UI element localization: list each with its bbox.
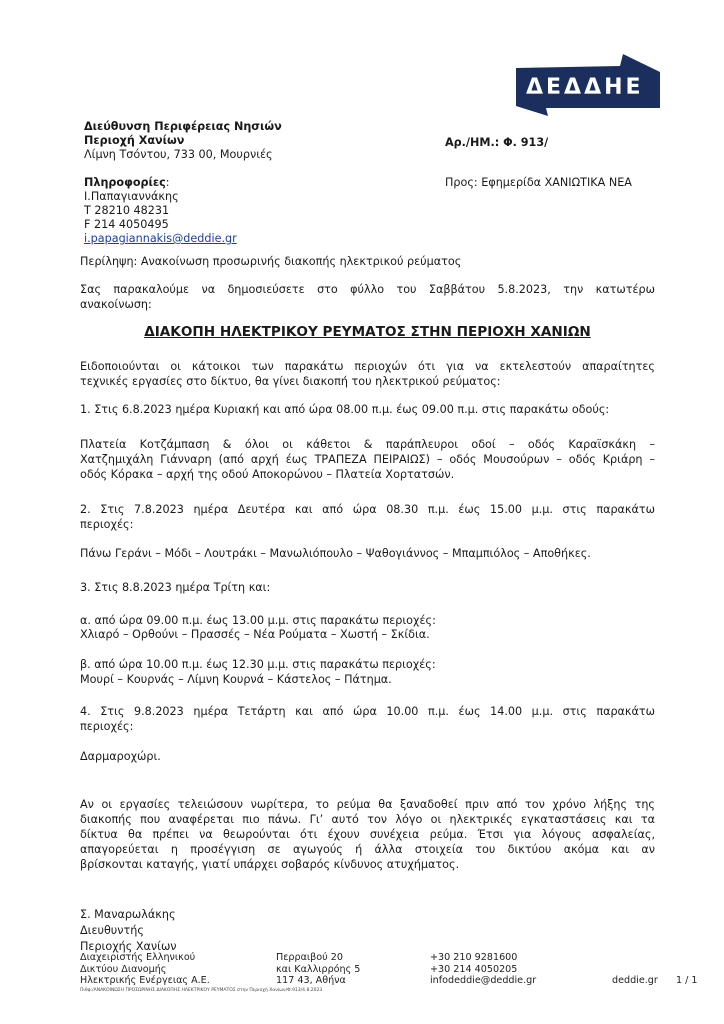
footer-company	[80, 952, 210, 987]
footer-company-line: Δικτύου Διανομής	[80, 963, 167, 975]
footer-company-line: Διαχειριστής Ελληνικού	[80, 952, 196, 963]
logo-text: ΔΕΔΔΗΕ	[526, 75, 644, 100]
item-4-heading-line-2: περιοχές:	[80, 720, 134, 733]
item-3a-areas: Χλιαρό – Ορθούνι – Πρασσές – Νέα Ρούματα – Χωστή – Σκίδια.	[80, 628, 430, 641]
contact-fax: F 214 4050495	[84, 218, 169, 231]
recipient: Προς: Εφημερίδα ΧΑΝΙΩΤΙΚΑ ΝΕΑ	[445, 176, 632, 189]
footer-contacts	[430, 952, 536, 987]
sender-address: Λίμνη Τσόντου, 733 00, Μουρνιές	[84, 148, 273, 161]
contact-label	[84, 175, 170, 190]
item-3b-heading: β. από ώρα 10.00 π.μ. έως 12.30 μ.μ. στις παρακάτω περιοχές:	[80, 658, 436, 671]
footer-file-path: Πιθφ:/ΑΝΑΚΟΙΝΩΣΗ ΠΡΟΣΩΡΙΝΗΣ ΔΙΑΚΟΠΗΣ ΗΛΕΚΤΡΙΚΟΥ ΡΕΥΜΑΤΟΣ στην Περιοχή Χανίων/Φ.913/4.8.2023	[80, 988, 323, 993]
contact-name: Ι.Παπαγιαννάκης	[84, 190, 179, 203]
signature-title: Διευθυντής	[80, 924, 144, 937]
warning-line-1: Αν οι εργασίες τελειώσουν νωρίτερα, το ρεύμα θα ξαναδοθεί πριν από τον χρόνο λήξης της	[80, 798, 655, 811]
item-2-heading-line-2: περιοχές:	[80, 518, 134, 531]
sender-department: Διεύθυνση Περιφέρειας Νησιών	[84, 120, 282, 133]
item-2-heading-line-1: 2. Στις 7.8.2023 ημέρα Δευτέρα και από ώρα 08.30 π.μ. έως 15.00 μ.μ. στις παρακάτω	[80, 503, 655, 516]
request-line-1: Σας παρακαλούμε να δημοσιεύσετε στο φύλλο του Σαββάτου 5.8.2023, την κατωτέρω	[80, 283, 655, 296]
contact-phone: Τ 28210 48231	[84, 204, 170, 217]
footer-phone: +30 214 4050205	[430, 963, 518, 975]
footer-address-line: 117 43, Αθήνα	[276, 975, 346, 986]
item-4-heading-line-1: 4. Στις 9.8.2023 ημέρα Τετάρτη και από ώρα 10.00 π.μ. έως 14.00 μ.μ. στις παρακάτω	[80, 705, 655, 718]
signature-area: Περιοχής Χανίων	[80, 940, 177, 953]
page-number: 1 / 1	[676, 975, 698, 986]
request-line-2: ανακοίνωση:	[80, 298, 152, 311]
footer-address	[276, 952, 360, 987]
company-logo	[508, 50, 668, 120]
headline: ΔΙΑΚΟΠΗ ΗΛΕΚΤΡΙΚΟΥ ΡΕΥΜΑΤΟΣ ΣΤΗΝ ΠΕΡΙΟΧΗ ΧΑΝΙΩΝ	[144, 324, 591, 340]
contact-email-link[interactable]: i.papagiannakis@deddie.gr	[84, 232, 237, 245]
item-2-areas: Πάνω Γεράνι – Μόδι – Λουτράκι – Μανωλιόπουλο – Ψαθογιάννος – Μπαμπιόλος – Αποθήκες.	[80, 547, 591, 560]
item-3a-heading: α. από ώρα 09.00 π.μ. έως 13.00 μ.μ. στις παρακάτω περιοχές:	[80, 614, 436, 627]
item-3b-areas: Μουρί – Κουρνάς – Λίμνη Κουρνά – Κάστελος – Πάτημα.	[80, 673, 392, 686]
footer-address-line: Περραιβού 20	[276, 952, 343, 963]
summary: Περίληψη: Ανακοίνωση προσωρινής διακοπής ηλεκτρικού ρεύματος	[80, 255, 462, 268]
item-4-areas: Δαρμαροχώρι.	[80, 750, 161, 763]
contact-label-colon: :	[165, 176, 170, 189]
contact-label-text: Πληροφορίες	[84, 176, 166, 189]
intro-line-2: τεχνικές εργασίες στο δίκτυο, θα γίνει διακοπή του ηλεκτρικού ρεύματος:	[80, 375, 501, 388]
footer-website[interactable]: deddie.gr	[612, 975, 658, 986]
footer-company-line: Ηλεκτρικής Ενέργειας Α.Ε.	[80, 975, 210, 986]
footer-address-line: και Καλλιρρόης 5	[276, 963, 361, 975]
warning-line-4: απαγορεύεται η προσέγγιση σε αγωγούς ή άλλα στοιχεία του δικτύου ακόμα και αν	[80, 843, 655, 856]
intro-line-1: Ειδοποιούνται οι κάτοικοι των παρακάτω περιοχών ότι για να εκτελεστούν απαραίτητες	[80, 360, 655, 373]
warning-line-2: διακοπής που αναφέρεται πιο πάνω. Γι’ αυτό τον λόγο οι ηλεκτρικές εγκαταστάσεις και τα	[80, 813, 655, 826]
item-3-heading: 3. Στις 8.8.2023 ημέρα Τρίτη και:	[80, 581, 271, 594]
signature-name: Σ. Μαναρωλάκης	[80, 908, 176, 921]
item-1-areas-line-2: Χατζημιχάλη Γιάνναρη (από αρχή έως ΤΡΑΠΕΖΑ ΠΕΙΡΑΙΩΣ) – οδός Μουσούρων – οδός Κριάρη –	[80, 453, 655, 466]
footer-phone: +30 210 9281600	[430, 952, 518, 963]
item-1-areas-line-3: οδός Κόρακα – αρχή της οδού Αποκορώνου – Πλατεία Χορτατσών.	[80, 468, 455, 481]
item-1-areas-line-1: Πλατεία Κοτζάμπαση & όλοι οι κάθετοι & παράπλευροι οδοί – οδός Καραϊσκάκη –	[80, 438, 655, 451]
warning-line-3: δίκτυα θα πρέπει να θεωρούνται ότι έχουν συνέχεια ρεύμα. Έτσι για λόγους ασφαλείας,	[80, 828, 655, 841]
reference-number: Αρ./ΗΜ.: Φ. 913/	[445, 136, 549, 149]
item-1-heading: 1. Στις 6.8.2023 ημέρα Κυριακή και από ώρα 08.00 π.μ. έως 09.00 π.μ. στις παρακάτω οδούς:	[80, 403, 610, 416]
sender-area: Περιοχή Χανίων	[84, 134, 185, 147]
warning-line-5: βρίσκονται καταγής, γιατί υπάρχει σοβαρός κίνδυνος ατυχήματος.	[80, 858, 460, 871]
footer-email[interactable]: infodeddie@deddie.gr	[430, 975, 537, 986]
